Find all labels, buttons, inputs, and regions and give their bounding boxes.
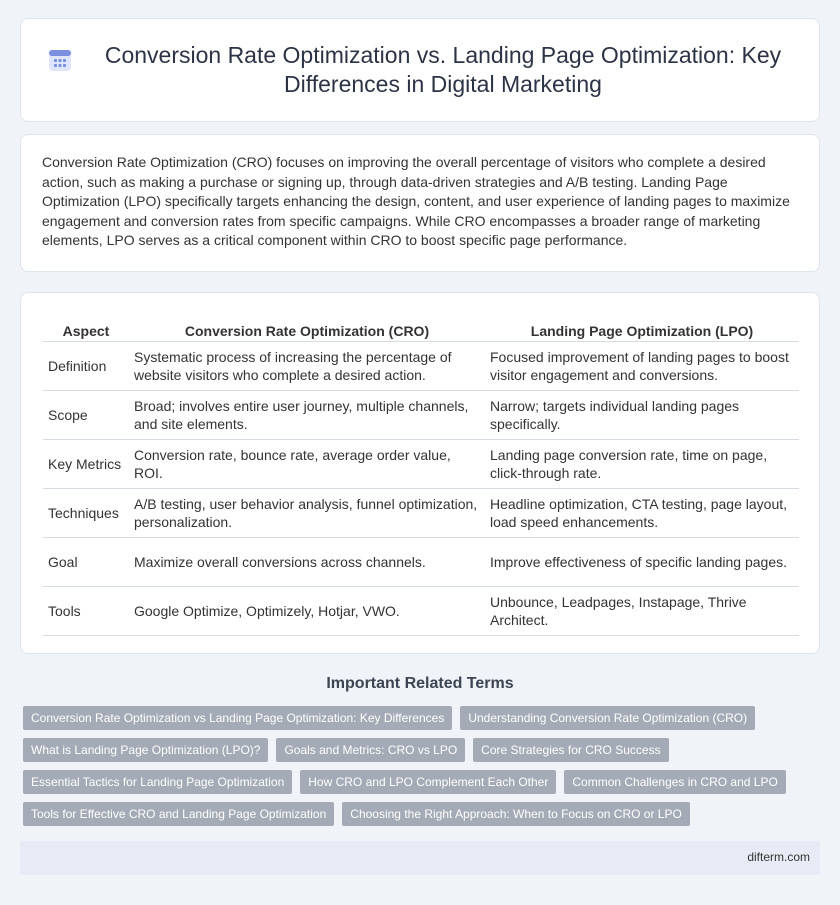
related-term-link[interactable]: Conversion Rate Optimization vs Landing Page Optimization: Key Differences [23,706,452,730]
table-row [43,390,799,439]
header-card [20,18,820,122]
cell-lpo: Narrow; targets individual landing pages specifically. [485,390,799,439]
related-term-link[interactable]: Choosing the Right Approach: When to Focus on CRO or LPO [342,802,690,826]
intro-card [20,134,820,272]
cell-lpo: Focused improvement of landing pages to boost visitor engagement and conversions. [485,341,799,390]
table-row [43,439,799,488]
related-term-link[interactable]: How CRO and LPO Complement Each Other [300,770,556,794]
table-row [43,488,799,537]
intro-paragraph: Conversion Rate Optimization (CRO) focuses on improving the overall percentage of visitors who complete a desired action, such as making a purchase or signing up, through data-driven strategies and A/B testing. Landing Page Optimization (LPO) specifically targets enhancing the design, content, and user experience of landing pages to maximize engagement and conversion rates from specific campaigns. While CRO encompasses a broader range of marketing elements, LPO serves as a critical component within CRO to boost specific page performance. [42,154,790,249]
cell-cro: Conversion rate, bounce rate, average order value, ROI. [129,439,485,488]
related-term-link[interactable]: Core Strategies for CRO Success [473,738,668,762]
cell-aspect: Key Metrics [43,439,129,488]
cell-aspect: Definition [43,341,129,390]
cell-cro: Maximize overall conversions across channels. [129,537,485,586]
table-row [43,586,799,635]
header-aspect: Aspect [43,313,129,341]
comparison-table [43,313,799,636]
cell-lpo: Improve effectiveness of specific landing pages. [485,537,799,586]
footer-site-name[interactable]: difterm.com [747,850,810,864]
header-lpo: Landing Page Optimization (LPO) [485,313,799,341]
related-terms-list [23,706,823,826]
cell-cro: Systematic process of increasing the percentage of website visitors who complete a desired action. [129,341,485,390]
related-term-link[interactable]: Goals and Metrics: CRO vs LPO [276,738,465,762]
cell-cro: A/B testing, user behavior analysis, funnel optimization, personalization. [129,488,485,537]
related-term-link[interactable]: What is Landing Page Optimization (LPO)? [23,738,268,762]
header-cro: Conversion Rate Optimization (CRO) [129,313,485,341]
cell-cro: Broad; involves entire user journey, multiple channels, and site elements. [129,390,485,439]
cell-cro: Google Optimize, Optimizely, Hotjar, VWO. [129,586,485,635]
cell-lpo: Headline optimization, CTA testing, page layout, load speed enhancements. [485,488,799,537]
table-row [43,341,799,390]
calendar-icon [47,47,73,73]
related-terms-title: Important Related Terms [326,675,514,692]
table-row [43,537,799,586]
related-term-link[interactable]: Essential Tactics for Landing Page Optimization [23,770,292,794]
related-term-link[interactable]: Understanding Conversion Rate Optimization (CRO) [460,706,755,730]
cell-aspect: Techniques [43,488,129,537]
cell-lpo: Landing page conversion rate, time on page, click-through rate. [485,439,799,488]
footer-bar [20,841,820,875]
related-term-link[interactable]: Tools for Effective CRO and Landing Page Optimization [23,802,334,826]
cell-lpo: Unbounce, Leadpages, Instapage, Thrive Architect. [485,586,799,635]
table-header-row [43,313,799,341]
cell-aspect: Goal [43,537,129,586]
cell-aspect: Scope [43,390,129,439]
page-title: Conversion Rate Optimization vs. Landing Page Optimization: Key Differences in Digital Marketing [104,42,782,97]
comparison-table-card [20,292,820,654]
related-term-link[interactable]: Common Challenges in CRO and LPO [564,770,785,794]
cell-aspect: Tools [43,586,129,635]
